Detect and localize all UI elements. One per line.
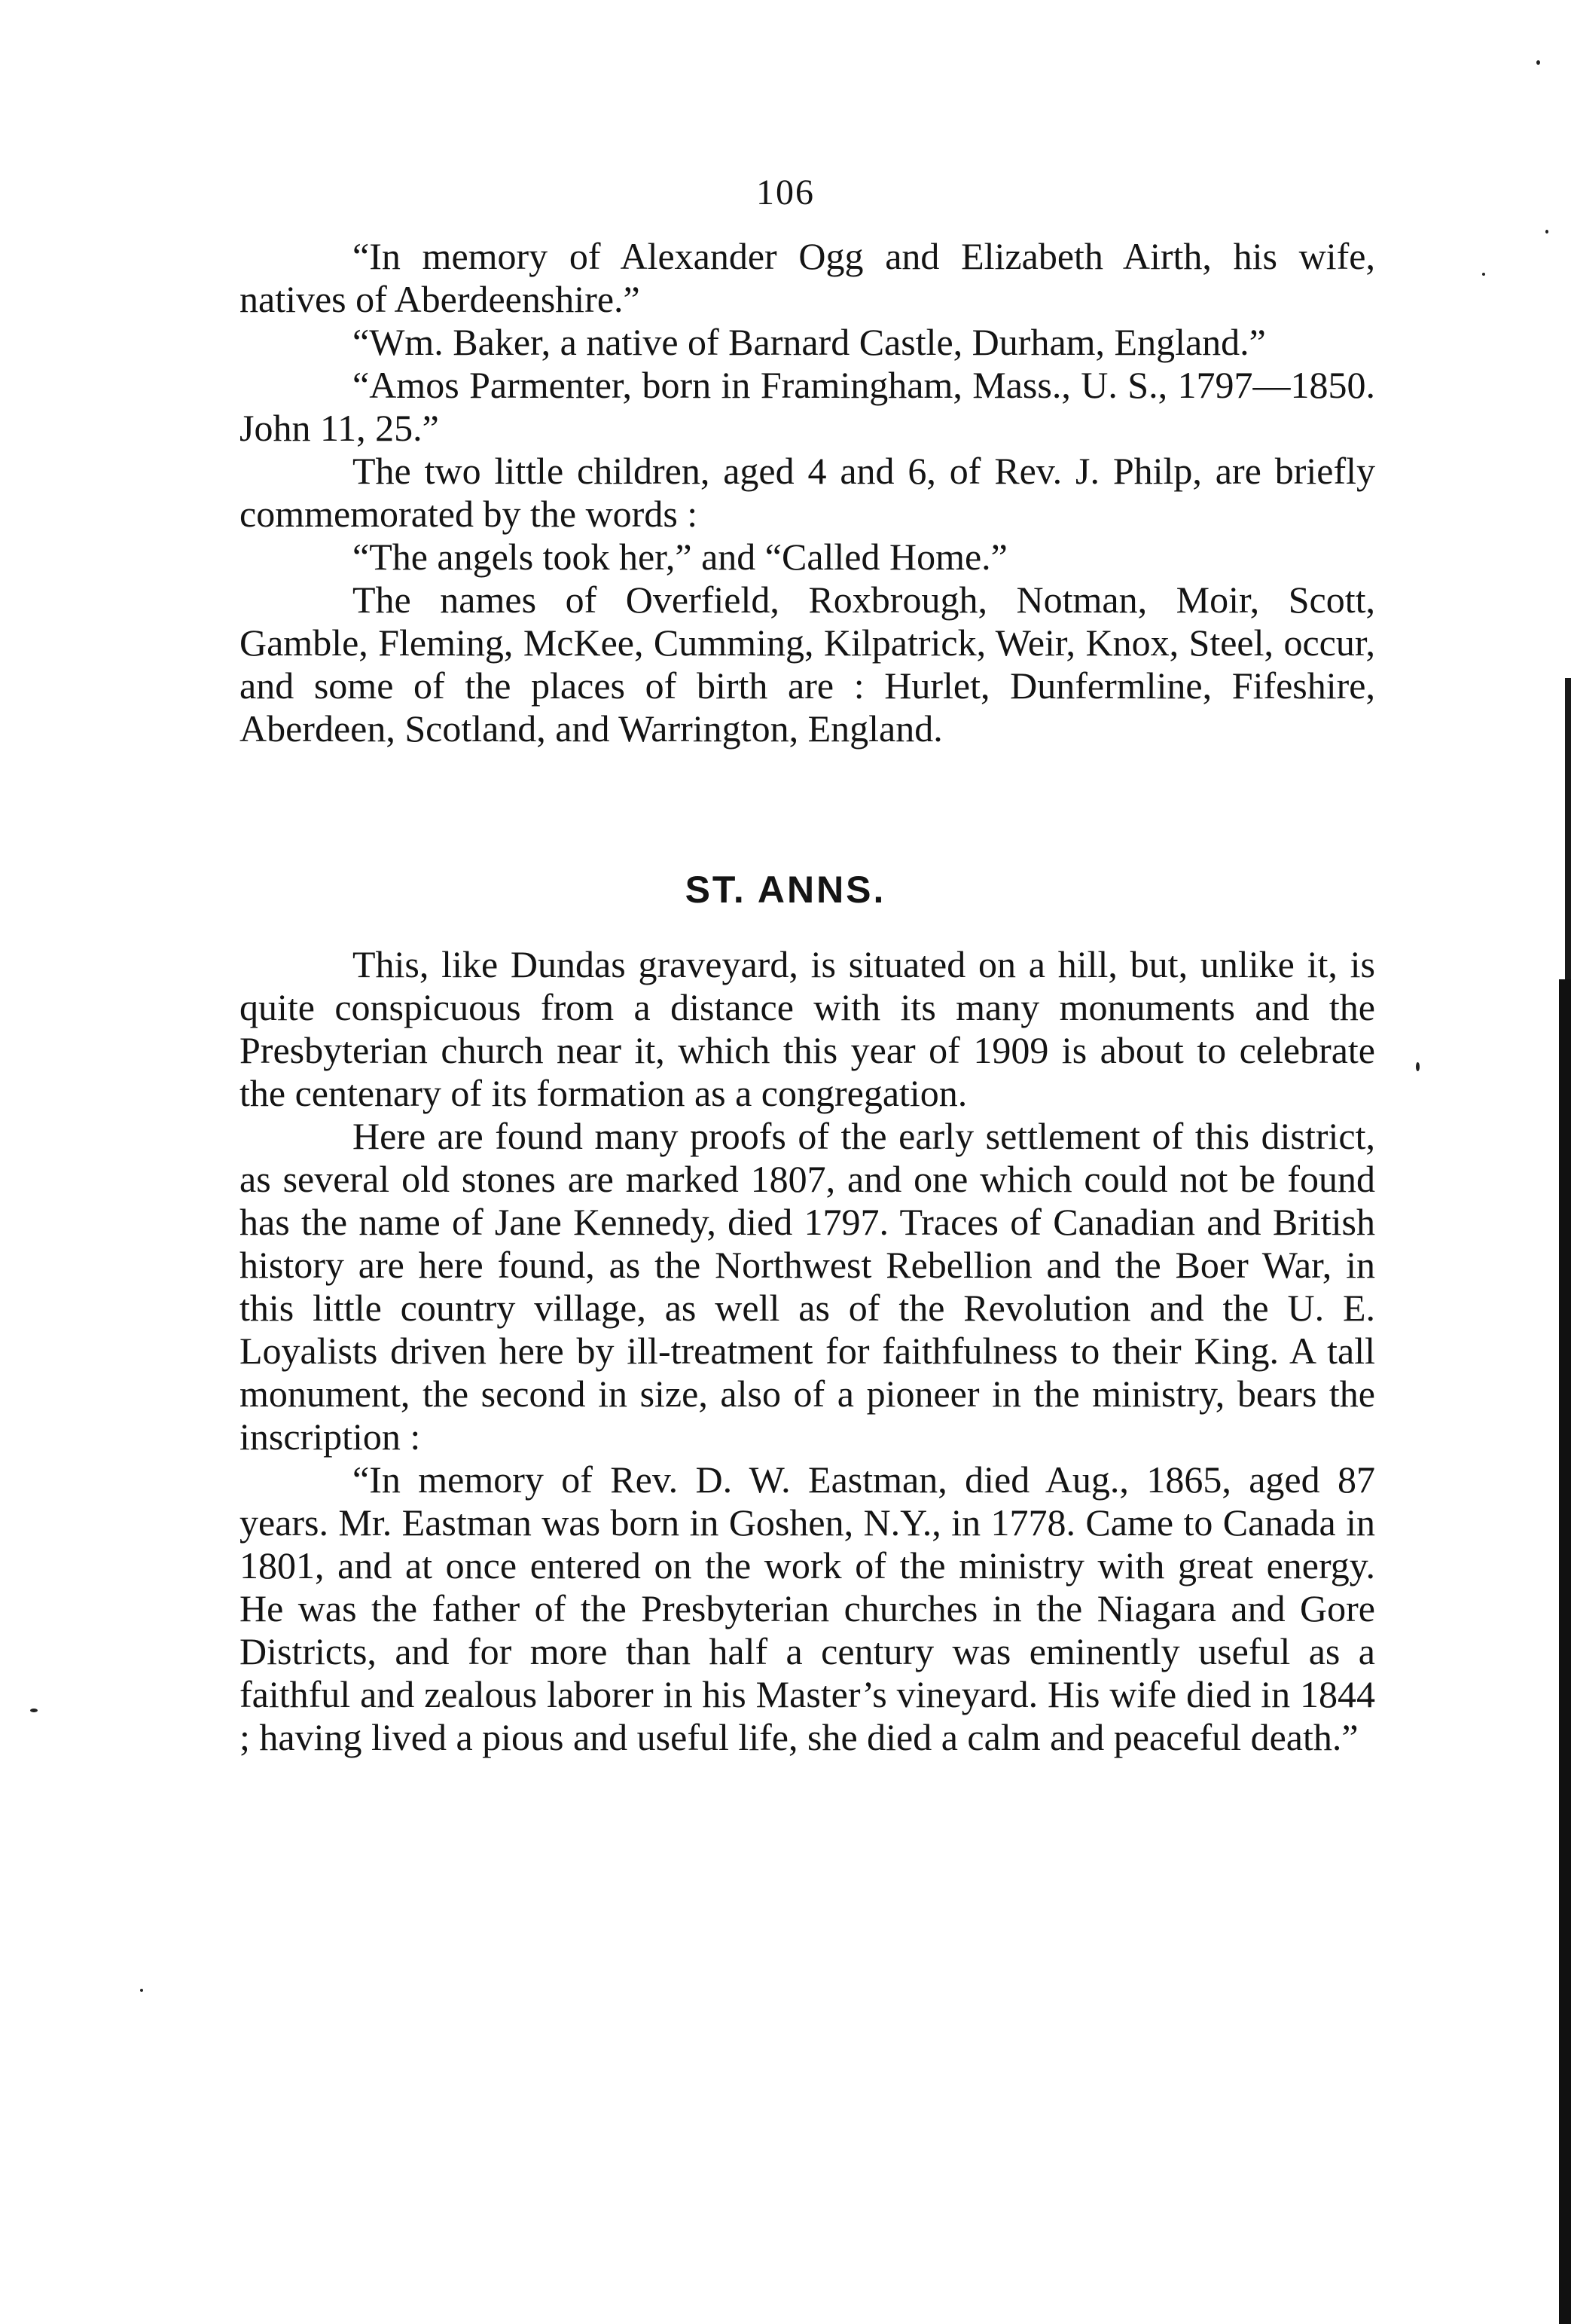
paragraph: This, like Dundas graveyard, is situated on a hill, but, unlike it, is quite conspicuous from a distance with its many monuments and the Presbyterian church near it, which this year of 1909 is about to celebrate the centenary of its formation as a congregation. xyxy=(239,943,1375,1114)
body-text-bottom xyxy=(239,943,1375,1759)
scan-speck xyxy=(30,1709,38,1712)
paragraph: The names of Overfield, Roxbrough, Notman, Moir, Scott, Gamble, Fleming, McKee, Cumming, Kilpatrick, Weir, Knox, Steel, occur, and some of the places of birth are : Hurlet, Dunfermline, Fifeshire, Aberdeen, Scotland, and Warrington, England. xyxy=(239,579,1375,750)
scan-edge-shadow xyxy=(1565,678,1571,979)
paragraph: “The angels took her,” and “Called Home.” xyxy=(352,536,1008,578)
body-text-top xyxy=(239,235,1375,750)
section-heading: ST. ANNS. xyxy=(685,869,886,911)
scan-speck xyxy=(1482,273,1485,276)
paragraph: The two little children, aged 4 and 6, of Rev. J. Philp, are briefly commemorated by the words : xyxy=(239,450,1375,535)
paragraph: “In memory of Rev. D. W. Eastman, died Aug., 1865, aged 87 years. Mr. Eastman was born in Goshen, N.Y., in 1778. Came to Canada in 1801, and at once entered on the work of the ministry with great energy. He was the father of the Presbyterian churches in the Niagara and Gore Districts, and for more than half a century was eminently useful as a faithful and zealous laborer in his Master’s vineyard. His wife died in 1844 ; having lived a pious and useful life, she died a calm and peaceful death.” xyxy=(239,1458,1375,1758)
scan-speck xyxy=(1545,230,1548,234)
scan-speck xyxy=(140,1989,143,1992)
paragraph: “In memory of Alexander Ogg and Elizabeth Airth, his wife, natives of Aberdeenshire.” xyxy=(239,235,1375,320)
paragraph: Here are found many proofs of the early settlement of this district, as several old stones are marked 1807, and one which could not be found has the name of Jane Kennedy, died 1797. Traces of Canadian and British history are here found, as the Northwest Rebellion and the Boer War, in this little country village, as well as of the Revolution and the U. E. Loyalists driven here by ill-treatment for faithfulness to their King. A tall monument, the second in size, also of a pioneer in the ministry, bears the inscription : xyxy=(239,1115,1375,1458)
scan-speck xyxy=(1536,60,1540,65)
scan-edge-shadow xyxy=(1559,979,1571,2324)
paragraph: “Wm. Baker, a native of Barnard Castle, Durham, England.” xyxy=(352,321,1266,363)
paragraph: “Amos Parmenter, born in Framingham, Mass., U. S., 1797—1850. John 11, 25.” xyxy=(239,364,1375,449)
scan-speck xyxy=(1416,1062,1420,1071)
page-number: 106 xyxy=(756,173,815,212)
